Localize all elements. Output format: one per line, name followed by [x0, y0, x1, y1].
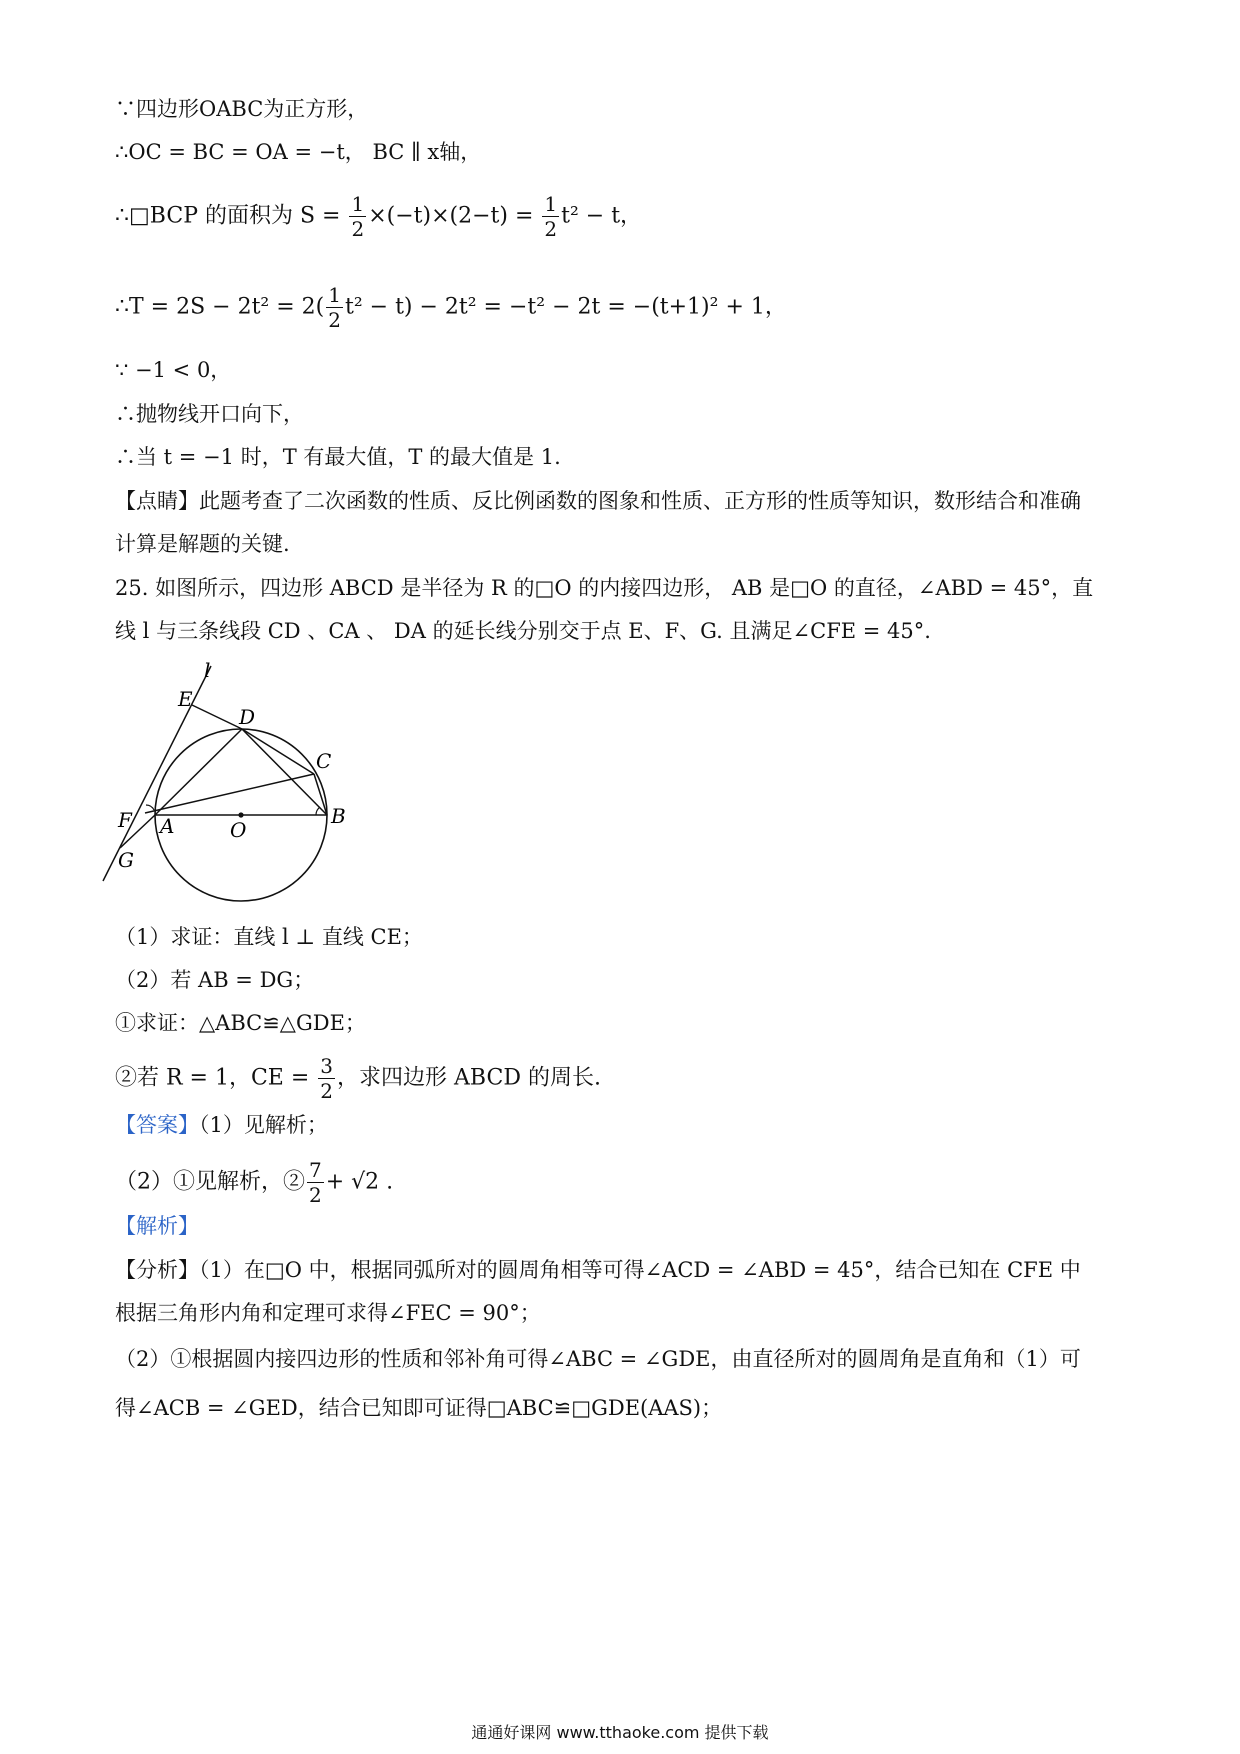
analysis-line: 得∠ACB = ∠GED，结合已知即可证得□ABC≌□GDE(AAS)；	[115, 1396, 723, 1420]
denominator: 2	[320, 1079, 334, 1103]
label-d: D	[239, 705, 256, 729]
label-c: C	[316, 749, 332, 773]
formula-part: ∴T = 2S − 2t² = 2(	[115, 294, 325, 320]
answer-tag: 【答案】	[115, 1113, 199, 1137]
numerator: 7	[309, 1158, 322, 1182]
label-g: G	[118, 848, 134, 872]
fraction-ce	[318, 1054, 335, 1103]
segment-db	[242, 729, 327, 815]
answer-part: + √2 .	[325, 1169, 394, 1195]
denominator: 2	[328, 308, 341, 332]
text-line: 【点睛】此题考查了二次函数的性质、反比例函数的图象和性质、正方形的性质等知识，数形结合和准确	[115, 489, 1081, 513]
denominator: 2	[309, 1183, 322, 1207]
text-line: ∴当 t = −1 时，T 有最大值，T 的最大值是 1.	[115, 445, 561, 469]
question-part: ②若 R = 1，CE =	[115, 1065, 317, 1091]
formula-part: t² − t) − 2t² = −t² − 2t = −(t+1)² + 1，	[344, 294, 787, 320]
footer-text: 通通好课网 www.tthaoke.com 提供下载	[471, 1723, 769, 1742]
formula-part: ∴□BCP 的面积为 S =	[115, 203, 348, 229]
fraction-answer	[307, 1158, 324, 1207]
numerator: 1	[544, 192, 558, 216]
question-part: ，求四边形 ABCD 的周长.	[337, 1065, 601, 1091]
center-point	[238, 812, 243, 817]
t-formula-line	[115, 283, 787, 332]
problem-statement: 线 l 与三条线段 CD 、CA 、 DA 的延长线分别交于点 E、F、G. 且满足∠CFE = 45°.	[115, 619, 931, 643]
denominator: 2	[544, 217, 558, 241]
fraction-half	[542, 192, 559, 241]
label-b: B	[331, 804, 346, 828]
analysis-line: （2）①根据圆内接四边形的性质和邻补角可得∠ABC = ∠GDE，由直径所对的圆周角是直角和（1）可	[115, 1347, 1081, 1371]
label-f: F	[118, 808, 132, 832]
text-line: ∵四边形OABC为正方形，	[115, 97, 369, 121]
segment-dc	[242, 729, 314, 774]
label-o: O	[230, 818, 247, 842]
text-line: ∴OC = BC = OA = −t， BC ∥ x轴，	[115, 140, 482, 164]
analysis-line: 【分析】（1）在□O 中，根据同弧所对的圆周角相等可得∠ACD = ∠ABD = 45°，结合已知在 CFE 中	[115, 1258, 1081, 1282]
numerator: 3	[320, 1054, 334, 1078]
analysis-tag: 【解析】	[115, 1214, 199, 1238]
formula-part: ×(−t)×(2−t) =	[368, 203, 541, 229]
question-2: （2）若 AB = DG；	[115, 968, 315, 992]
answer-part: （2）①见解析，②	[115, 1169, 305, 1195]
angle-mark-b	[316, 807, 320, 815]
label-a: A	[160, 814, 175, 838]
problem-statement: 25. 如图所示，四边形 ABCD 是半径为 R 的□O 的内接四边形， AB 是□O 的直径，∠ABD = 45°，直	[115, 576, 1094, 600]
question-2a: ①求证：△ABC≌△GDE；	[115, 1011, 366, 1035]
angle-mark-f	[146, 805, 154, 810]
question-1: （1）求证：直线 l ⊥ 直线 CE；	[115, 925, 423, 949]
numerator: 1	[328, 283, 341, 307]
segment-ad	[155, 729, 242, 815]
fraction-half	[326, 283, 343, 332]
segment-fc	[145, 774, 314, 813]
fraction-half	[349, 192, 366, 241]
answer-line-1	[115, 1111, 328, 1139]
label-e: E	[178, 687, 193, 711]
area-formula-line	[115, 192, 642, 241]
answer-line-2	[115, 1158, 393, 1207]
answer-text: （1）见解析；	[199, 1113, 328, 1137]
numerator: 1	[351, 192, 365, 216]
label-l: l	[204, 658, 211, 682]
geometry-figure	[100, 655, 390, 915]
text-line: ∵ −1 < 0，	[115, 358, 232, 382]
analysis-line: 根据三角形内角和定理可求得∠FEC = 90°；	[115, 1301, 541, 1325]
text-line: ∴抛物线开口向下，	[115, 402, 304, 426]
denominator: 2	[351, 217, 365, 241]
formula-part: t² − t，	[561, 203, 643, 229]
text-line: 计算是解题的关键.	[115, 532, 290, 556]
segment-de	[192, 705, 242, 729]
question-2b	[115, 1054, 601, 1103]
